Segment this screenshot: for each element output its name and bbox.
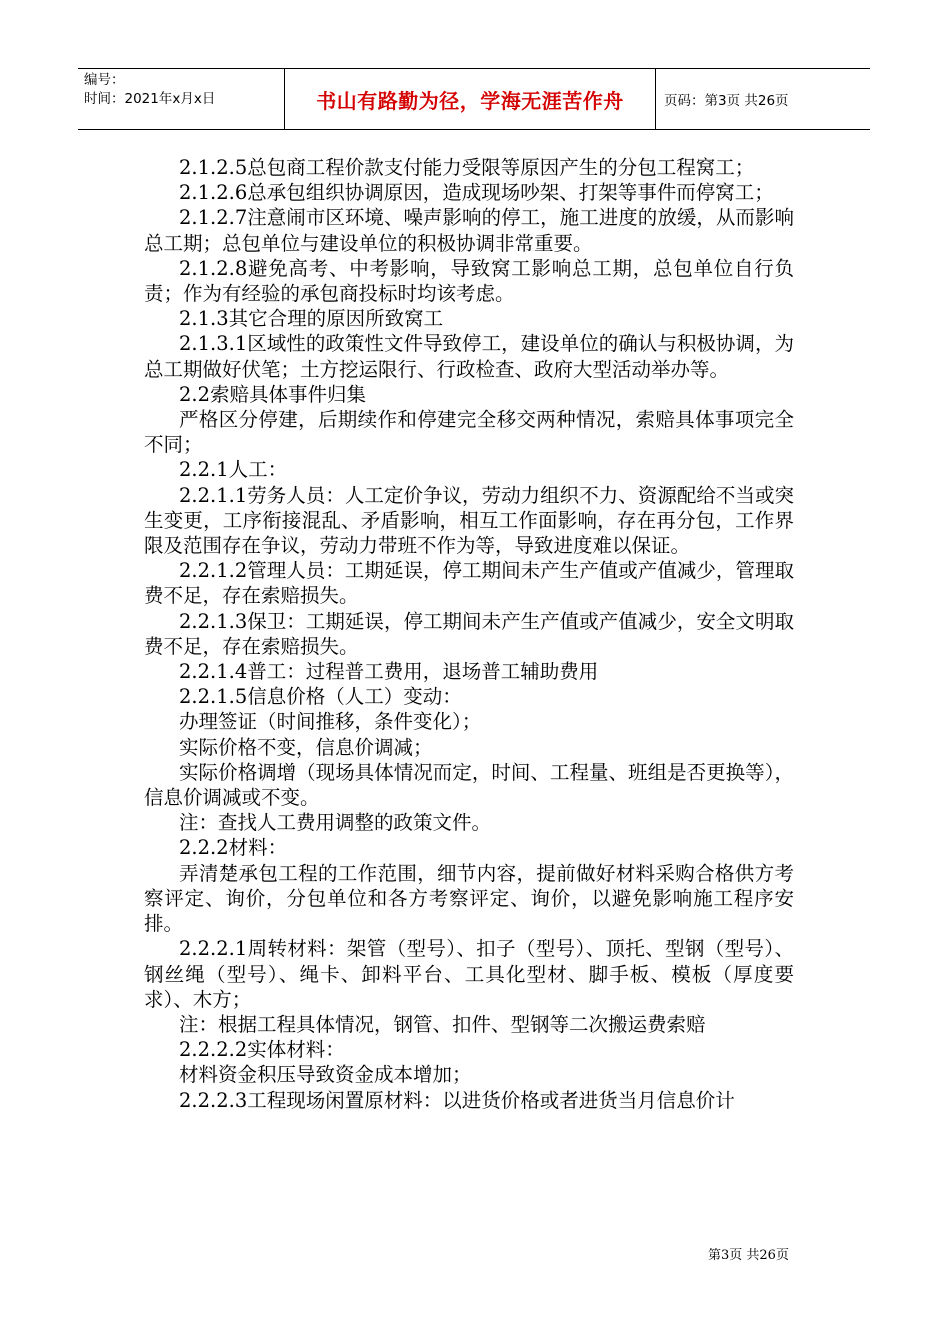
section-heading: 2.2索赔具体事件归集 bbox=[179, 382, 367, 406]
header-page-info: 页码：第3页 共26页 bbox=[664, 93, 789, 109]
section-heading: 2.1.3其它合理的原因所致窝工 bbox=[179, 307, 444, 331]
paragraph: 办理签证（时间推移，条件变化）； bbox=[179, 710, 482, 734]
paragraph: 2.1.3.1区域性的政策性文件导致停工，建设单位的确认与积极协调，为总工期做好伏笔；土方挖运限行、行政检查、政府大型活动举办等。 bbox=[144, 332, 794, 381]
paragraph: 2.1.2.6总承包组织协调原因，造成现场吵架、打架等事件而停窝工； bbox=[179, 181, 774, 205]
paragraph: 弄清楚承包工程的工作范围，细节内容，提前做好材料采购合格供方考察评定、询价，分包单位和各方考察评定、询价，以避免影响施工程序安排。 bbox=[144, 861, 794, 936]
paragraph: 2.2.1.3保卫：工期延误，停工期间未产生产值或产值减少，安全文明取费不足，存在索赔损失。 bbox=[144, 609, 794, 658]
footer-page-number: 第3页 共26页 bbox=[708, 1248, 789, 1263]
paragraph: 2.2.1.1劳务人员：人工定价争议，劳动力组织不力、资源配给不当或突生变更，工序衔接混乱、矛盾影响，相互工作面影响，存在再分包，工作界限及范围存在争议，劳动力带班不作为等，导致进度难以保证。 bbox=[144, 483, 794, 558]
header-page-cell bbox=[664, 69, 870, 129]
paragraph: 2.2.1.4普工：过程普工费用，退场普工辅助费用 bbox=[179, 660, 599, 684]
paragraph: 2.2.1.2管理人员：工期延误，停工期间未产生产值或产值减少，管理取费不足，存在索赔损失。 bbox=[144, 559, 794, 608]
header-motto-cell bbox=[284, 69, 656, 129]
document-body bbox=[144, 155, 794, 1113]
note: 注：查找人工费用调整的政策文件。 bbox=[179, 811, 492, 835]
paragraph: 2.2.2.2实体材料： bbox=[179, 1038, 345, 1062]
paragraph: 实际价格不变，信息价调减； bbox=[179, 735, 433, 759]
header-meta bbox=[84, 69, 284, 131]
paragraph: 2.1.2.7注意闹市区环境、噪声影响的停工，施工进度的放缓，从而影响总工期；总包单位与建设单位的积极协调非常重要。 bbox=[144, 206, 794, 255]
section-heading: 2.2.1人工： bbox=[179, 458, 288, 482]
paragraph: 2.2.1.5信息价格（人工）变动： bbox=[179, 685, 462, 709]
paragraph: 材料资金积压导致资金成本增加； bbox=[179, 1063, 472, 1087]
paragraph: 严格区分停建，后期续作和停建完全移交两种情况，索赔具体事项完全不同； bbox=[144, 408, 794, 457]
page-header bbox=[78, 68, 870, 130]
page-footer bbox=[708, 1244, 789, 1263]
paragraph: 2.2.2.3工程现场闲置原材料：以进货价格或者进货当月信息价计 bbox=[179, 1088, 735, 1112]
header-motto: 书山有路勤为径，学海无涯苦作舟 bbox=[316, 88, 624, 113]
document-time-label: 时间：2021年x月x日 bbox=[84, 91, 216, 107]
document-number-label: 编号： bbox=[84, 72, 125, 88]
note: 注：根据工程具体情况，钢管、扣件、型钢等二次搬运费索赔 bbox=[179, 1012, 706, 1036]
paragraph: 2.2.2.1周转材料：架管（型号）、扣子（型号）、顶托、型钢（型号）、钢丝绳（型号）、绳卡、卸料平台、工具化型材、脚手板、模板（厚度要求）、木方； bbox=[144, 937, 794, 1011]
paragraph: 2.1.2.5总包商工程价款支付能力受限等原因产生的分包工程窝工； bbox=[179, 156, 755, 179]
paragraph: 实际价格调增（现场具体情况而定，时间、工程量、班组是否更换等），信息价调减或不变。 bbox=[144, 760, 794, 810]
paragraph: 2.1.2.8避免高考、中考影响，导致窝工影响总工期，总包单位自行负责；作为有经验的承包商投标时均该考虑。 bbox=[144, 256, 794, 306]
section-heading: 2.2.2材料： bbox=[179, 836, 288, 860]
